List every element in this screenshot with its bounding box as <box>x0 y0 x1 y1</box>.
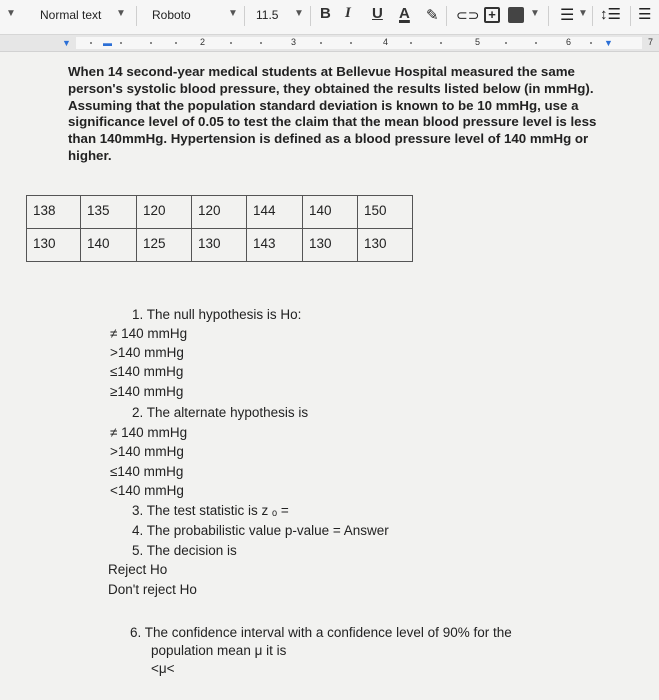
ruler[interactable] <box>0 35 659 52</box>
divider <box>310 6 311 26</box>
line-spacing-icon[interactable]: ↕☰ <box>600 6 621 23</box>
table-cell: 130 <box>358 229 413 262</box>
question-2: 2. The alternate hypothesis is <box>132 405 309 420</box>
table-cell: 140 <box>303 196 358 229</box>
table-cell: 138 <box>27 196 81 229</box>
question-6-interval: <μ< <box>151 661 175 676</box>
bold-button[interactable]: B <box>320 5 331 22</box>
ruler-page-area <box>76 37 642 49</box>
chevron-down-icon[interactable]: ▼ <box>530 8 540 19</box>
table-cell: 125 <box>137 229 192 262</box>
divider <box>630 6 631 26</box>
answer-option[interactable]: ≠ 140 mmHg <box>110 425 188 440</box>
answer-option[interactable]: >140 mmHg <box>110 345 184 360</box>
table-row <box>27 229 413 262</box>
table-cell: 150 <box>358 196 413 229</box>
question-1: 1. The null hypothesis is Ho: <box>132 307 302 322</box>
answer-option[interactable]: Reject Ho <box>108 562 168 577</box>
chevron-down-icon[interactable]: ▼ <box>116 8 126 19</box>
problem-statement: When 14 second-year medical students at Bellevue Hospital measured the same person's systolic blood pressure, they obtained the results listed below (in mmHg). Assuming that the population standard deviation is known to be 10 mmHg, use a significance level of 0.05 to test the claim that the mean blood pressure level is less than 140mmHg. Hypertension is defined as a blood pressure level of 140 mmHg or higher. <box>68 64 597 163</box>
indent-marker-icon[interactable]: ▼ <box>62 38 71 48</box>
left-indent-icon[interactable]: ▬ <box>103 38 112 48</box>
data-table <box>26 195 413 262</box>
ruler-number: 3 <box>291 37 297 47</box>
chevron-down-icon[interactable]: ▼ <box>294 8 304 19</box>
question-3: 3. The test statistic is z ₒ = <box>132 503 289 518</box>
chevron-down-icon[interactable]: ▼ <box>6 8 16 19</box>
toolbar <box>0 0 659 35</box>
align-icon[interactable]: ☰ <box>560 7 575 24</box>
table-cell: 120 <box>192 196 247 229</box>
chevron-down-icon[interactable]: ▼ <box>228 8 238 19</box>
answer-option[interactable]: Don't reject Ho <box>108 582 197 597</box>
question-6: 6. The confidence interval with a confidence level of 90% for the <box>130 625 512 640</box>
table-cell: 143 <box>247 229 303 262</box>
table-cell: 144 <box>247 196 303 229</box>
ruler-number: 5 <box>475 37 481 47</box>
question-4: 4. The probabilistic value p-value = Answer <box>132 523 389 538</box>
divider <box>136 6 137 26</box>
table-cell: 135 <box>81 196 137 229</box>
table-cell: 130 <box>192 229 247 262</box>
table-cell: 130 <box>27 229 81 262</box>
ruler-number: 6 <box>566 37 572 47</box>
right-indent-icon[interactable]: ▼ <box>604 38 613 48</box>
divider <box>592 6 593 26</box>
font-size-select[interactable]: 11.5 <box>256 8 279 22</box>
add-comment-icon[interactable]: + <box>484 7 500 23</box>
link-icon[interactable]: ⊂⊃ <box>456 7 480 23</box>
answer-option[interactable]: <140 mmHg <box>110 483 184 498</box>
checklist-icon[interactable]: ☰ <box>638 6 652 23</box>
answer-option[interactable]: ≥140 mmHg <box>110 384 184 399</box>
table-cell: 140 <box>81 229 137 262</box>
ruler-number: 2 <box>200 37 206 47</box>
paragraph-style-select[interactable]: Normal text <box>40 8 102 22</box>
answer-option[interactable]: >140 mmHg <box>110 444 184 459</box>
divider <box>548 6 549 26</box>
insert-image-icon[interactable] <box>508 7 524 23</box>
font-select[interactable]: Roboto <box>152 8 191 22</box>
divider <box>244 6 245 26</box>
ruler-number: 4 <box>383 37 389 47</box>
underline-button[interactable]: U <box>372 5 383 22</box>
chevron-down-icon[interactable]: ▼ <box>578 8 588 19</box>
ruler-number: 7 <box>648 37 654 47</box>
italic-button[interactable]: I <box>345 5 351 21</box>
answer-option[interactable]: ≤140 mmHg <box>110 364 184 379</box>
table-cell: 130 <box>303 229 358 262</box>
highlight-pen-icon[interactable]: ✎ <box>426 7 439 24</box>
table-cell: 120 <box>137 196 192 229</box>
question-6-line-2: population mean μ it is <box>151 643 287 658</box>
table-row <box>27 196 413 229</box>
answer-option[interactable]: ≠ 140 mmHg <box>110 326 188 341</box>
divider <box>446 6 447 26</box>
question-5: 5. The decision is <box>132 543 237 558</box>
text-color-button[interactable]: A <box>399 5 410 22</box>
answer-option[interactable]: ≤140 mmHg <box>110 464 184 479</box>
